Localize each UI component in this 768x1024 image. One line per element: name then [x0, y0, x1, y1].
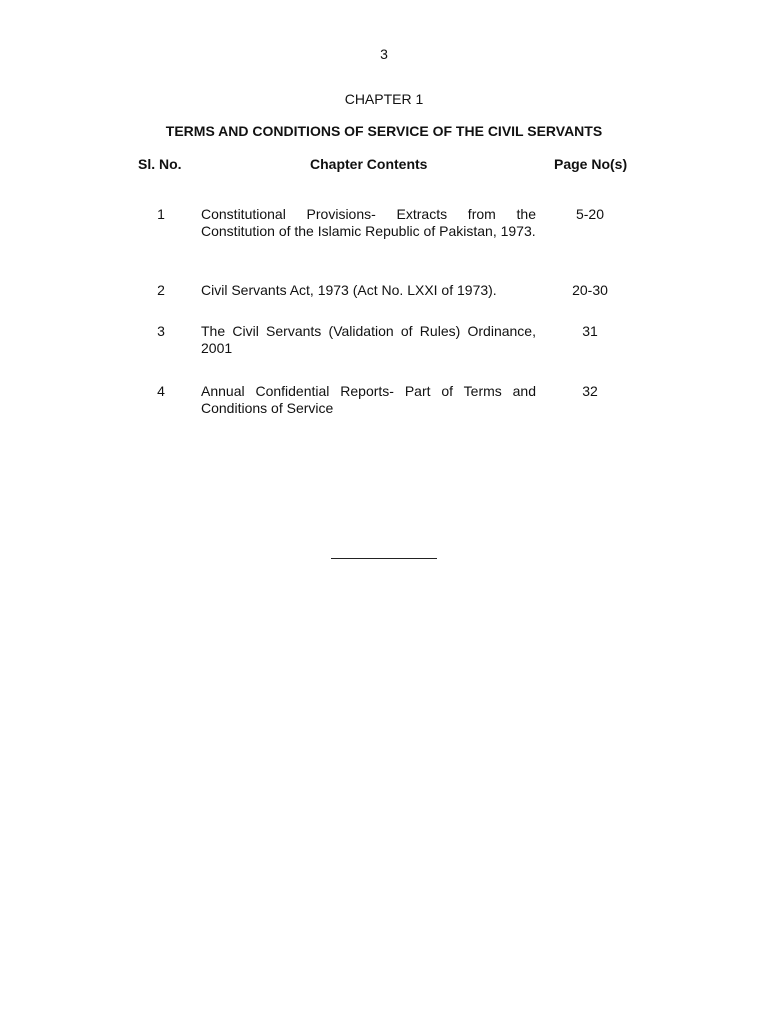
- row-content: Annual Confidential Reports- Part of Terms and Conditions of Service: [201, 383, 536, 416]
- chapter-label: CHAPTER 1: [344, 91, 424, 107]
- column-header-page-nos: Page No(s): [554, 156, 628, 172]
- column-header-sl-no: Sl. No.: [138, 156, 182, 172]
- row-serial-number: 1: [157, 206, 165, 222]
- end-of-section-rule: [331, 558, 437, 559]
- row-serial-number: 3: [157, 323, 165, 339]
- row-page-numbers: 31: [582, 323, 598, 339]
- row-serial-number: 2: [157, 282, 165, 298]
- row-content: The Civil Servants (Validation of Rules) Ordinance, 2001: [201, 323, 536, 356]
- row-serial-number: 4: [157, 383, 165, 399]
- chapter-title: TERMS AND CONDITIONS OF SERVICE OF THE CIVIL SERVANTS: [165, 123, 603, 139]
- page-number: 3: [380, 46, 388, 62]
- row-page-numbers: 5-20: [575, 206, 605, 222]
- row-content: Civil Servants Act, 1973 (Act No. LXXI of 1973).: [201, 282, 497, 298]
- row-page-numbers: 20-30: [572, 282, 608, 298]
- row-content: Constitutional Provisions- Extracts from the Constitution of the Islamic Republic of Pakistan, 1973.: [201, 206, 536, 239]
- column-header-chapter-contents: Chapter Contents: [310, 156, 428, 172]
- row-page-numbers: 32: [582, 383, 598, 399]
